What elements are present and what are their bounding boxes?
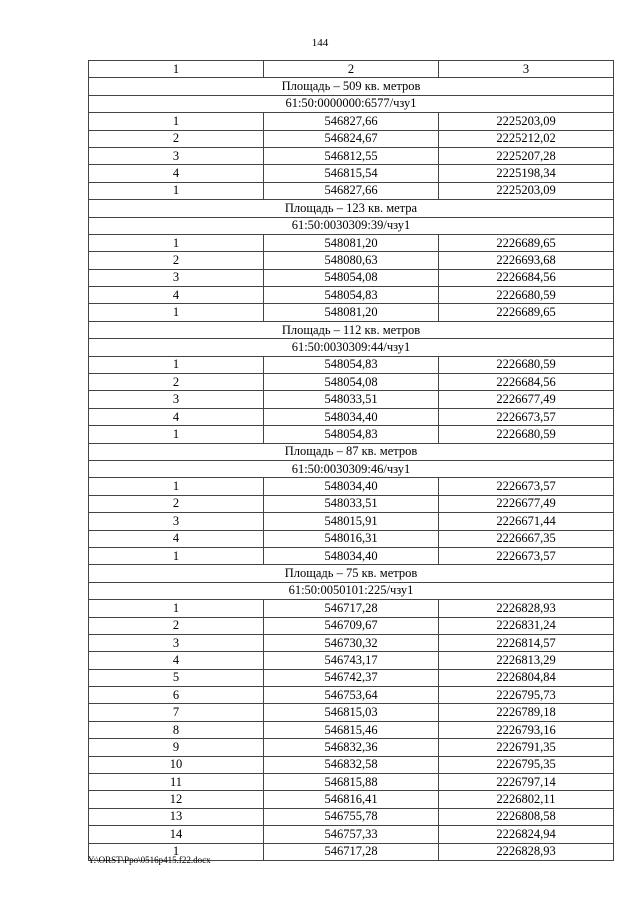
y-coordinate-cell: 2226673,57 <box>439 547 614 564</box>
section-area-row <box>89 565 614 582</box>
point-number-cell: 6 <box>89 687 264 704</box>
table-row <box>89 547 614 564</box>
section-area-label: Площадь – 509 кв. метров <box>89 78 614 95</box>
x-coordinate-cell: 546730,32 <box>264 634 439 651</box>
table-row <box>89 495 614 512</box>
y-coordinate-cell: 2225198,34 <box>439 165 614 182</box>
header-col-3: 3 <box>439 61 614 78</box>
table-header-row <box>89 61 614 78</box>
section-area-label: Площадь – 123 кв. метра <box>89 200 614 217</box>
y-coordinate-cell: 2226828,93 <box>439 600 614 617</box>
section-cadastral-number: 61:50:0000000:6577/чзу1 <box>89 95 614 112</box>
x-coordinate-cell: 546824,67 <box>264 130 439 147</box>
x-coordinate-cell: 546827,66 <box>264 113 439 130</box>
point-number-cell: 2 <box>89 374 264 391</box>
point-number-cell: 13 <box>89 808 264 825</box>
point-number-cell: 14 <box>89 826 264 843</box>
table-row <box>89 252 614 269</box>
table-row <box>89 234 614 251</box>
point-number-cell: 4 <box>89 287 264 304</box>
point-number-cell: 4 <box>89 165 264 182</box>
x-coordinate-cell: 546743,17 <box>264 652 439 669</box>
y-coordinate-cell: 2226793,16 <box>439 721 614 738</box>
point-number-cell: 4 <box>89 652 264 669</box>
table-row <box>89 408 614 425</box>
table-row <box>89 791 614 808</box>
section-area-label: Площадь – 75 кв. метров <box>89 565 614 582</box>
point-number-cell: 1 <box>89 356 264 373</box>
point-number-cell: 3 <box>89 269 264 286</box>
section-cadastral-number: 61:50:0050101:225/чзу1 <box>89 582 614 599</box>
y-coordinate-cell: 2226677,49 <box>439 391 614 408</box>
y-coordinate-cell: 2226677,49 <box>439 495 614 512</box>
section-cadastral-row <box>89 460 614 477</box>
x-coordinate-cell: 546753,64 <box>264 687 439 704</box>
y-coordinate-cell: 2226795,73 <box>439 687 614 704</box>
table-row <box>89 774 614 791</box>
y-coordinate-cell: 2226802,11 <box>439 791 614 808</box>
footer-file-path: Y:\ORST\Ppo\0516p415.f22.docx <box>88 855 211 865</box>
table-row <box>89 147 614 164</box>
y-coordinate-cell: 2226804,84 <box>439 669 614 686</box>
x-coordinate-cell: 548054,83 <box>264 426 439 443</box>
x-coordinate-cell: 546742,37 <box>264 669 439 686</box>
section-cadastral-number: 61:50:0030309:39/чзу1 <box>89 217 614 234</box>
x-coordinate-cell: 548034,40 <box>264 478 439 495</box>
table-row <box>89 391 614 408</box>
y-coordinate-cell: 2226671,44 <box>439 513 614 530</box>
section-cadastral-row <box>89 582 614 599</box>
section-area-row <box>89 200 614 217</box>
section-area-row <box>89 78 614 95</box>
header-col-2: 2 <box>264 61 439 78</box>
y-coordinate-cell: 2226680,59 <box>439 287 614 304</box>
section-area-label: Площадь – 112 кв. метров <box>89 321 614 338</box>
table-row <box>89 269 614 286</box>
table-row <box>89 687 614 704</box>
x-coordinate-cell: 546816,41 <box>264 791 439 808</box>
point-number-cell: 1 <box>89 426 264 443</box>
x-coordinate-cell: 548080,63 <box>264 252 439 269</box>
point-number-cell: 1 <box>89 182 264 199</box>
table-row <box>89 704 614 721</box>
table-row <box>89 739 614 756</box>
x-coordinate-cell: 546755,78 <box>264 808 439 825</box>
point-number-cell: 2 <box>89 617 264 634</box>
point-number-cell: 2 <box>89 495 264 512</box>
section-area-row <box>89 321 614 338</box>
table-row <box>89 182 614 199</box>
point-number-cell: 3 <box>89 634 264 651</box>
point-number-cell: 11 <box>89 774 264 791</box>
y-coordinate-cell: 2225203,09 <box>439 182 614 199</box>
coordinates-table <box>88 60 614 861</box>
section-area-row <box>89 443 614 460</box>
x-coordinate-cell: 546832,36 <box>264 739 439 756</box>
y-coordinate-cell: 2226684,56 <box>439 374 614 391</box>
point-number-cell: 1 <box>89 234 264 251</box>
table-row <box>89 513 614 530</box>
y-coordinate-cell: 2226791,35 <box>439 739 614 756</box>
x-coordinate-cell: 548054,83 <box>264 287 439 304</box>
y-coordinate-cell: 2226824,94 <box>439 826 614 843</box>
x-coordinate-cell: 546709,67 <box>264 617 439 634</box>
point-number-cell: 3 <box>89 513 264 530</box>
point-number-cell: 1 <box>89 843 264 860</box>
table-row <box>89 165 614 182</box>
point-number-cell: 8 <box>89 721 264 738</box>
point-number-cell: 7 <box>89 704 264 721</box>
y-coordinate-cell: 2226680,59 <box>439 356 614 373</box>
x-coordinate-cell: 546812,55 <box>264 147 439 164</box>
section-area-label: Площадь – 87 кв. метров <box>89 443 614 460</box>
y-coordinate-cell: 2226693,68 <box>439 252 614 269</box>
y-coordinate-cell: 2226808,58 <box>439 808 614 825</box>
table-row <box>89 721 614 738</box>
point-number-cell: 1 <box>89 304 264 321</box>
x-coordinate-cell: 546832,58 <box>264 756 439 773</box>
table-row <box>89 756 614 773</box>
y-coordinate-cell: 2226789,18 <box>439 704 614 721</box>
y-coordinate-cell: 2226797,14 <box>439 774 614 791</box>
point-number-cell: 1 <box>89 600 264 617</box>
y-coordinate-cell: 2226813,29 <box>439 652 614 669</box>
point-number-cell: 2 <box>89 252 264 269</box>
point-number-cell: 1 <box>89 547 264 564</box>
x-coordinate-cell: 548033,51 <box>264 391 439 408</box>
section-cadastral-number: 61:50:0030309:44/чзу1 <box>89 339 614 356</box>
table-row <box>89 130 614 147</box>
x-coordinate-cell: 548033,51 <box>264 495 439 512</box>
table-row <box>89 826 614 843</box>
y-coordinate-cell: 2226831,24 <box>439 617 614 634</box>
point-number-cell: 4 <box>89 530 264 547</box>
y-coordinate-cell: 2226795,35 <box>439 756 614 773</box>
x-coordinate-cell: 548016,31 <box>264 530 439 547</box>
point-number-cell: 4 <box>89 408 264 425</box>
x-coordinate-cell: 548015,91 <box>264 513 439 530</box>
y-coordinate-cell: 2226689,65 <box>439 304 614 321</box>
section-cadastral-row <box>89 217 614 234</box>
y-coordinate-cell: 2226667,35 <box>439 530 614 547</box>
y-coordinate-cell: 2226684,56 <box>439 269 614 286</box>
y-coordinate-cell: 2225203,09 <box>439 113 614 130</box>
y-coordinate-cell: 2225207,28 <box>439 147 614 164</box>
x-coordinate-cell: 548034,40 <box>264 547 439 564</box>
table-row <box>89 478 614 495</box>
point-number-cell: 2 <box>89 130 264 147</box>
table-row <box>89 600 614 617</box>
page-number: 144 <box>311 37 329 49</box>
y-coordinate-cell: 2225212,02 <box>439 130 614 147</box>
table-row <box>89 356 614 373</box>
coordinates-table-body <box>89 61 614 861</box>
point-number-cell: 5 <box>89 669 264 686</box>
x-coordinate-cell: 546717,28 <box>264 600 439 617</box>
point-number-cell: 1 <box>89 478 264 495</box>
point-number-cell: 1 <box>89 113 264 130</box>
table-row <box>89 304 614 321</box>
section-cadastral-row <box>89 339 614 356</box>
y-coordinate-cell: 2226673,57 <box>439 478 614 495</box>
table-row <box>89 669 614 686</box>
section-cadastral-row <box>89 95 614 112</box>
x-coordinate-cell: 546815,46 <box>264 721 439 738</box>
x-coordinate-cell: 548081,20 <box>264 234 439 251</box>
x-coordinate-cell: 548054,83 <box>264 356 439 373</box>
point-number-cell: 10 <box>89 756 264 773</box>
x-coordinate-cell: 548054,08 <box>264 269 439 286</box>
table-row <box>89 374 614 391</box>
x-coordinate-cell: 548081,20 <box>264 304 439 321</box>
table-row <box>89 287 614 304</box>
y-coordinate-cell: 2226673,57 <box>439 408 614 425</box>
x-coordinate-cell: 546757,33 <box>264 826 439 843</box>
table-row <box>89 634 614 651</box>
section-cadastral-number: 61:50:0030309:46/чзу1 <box>89 460 614 477</box>
point-number-cell: 3 <box>89 147 264 164</box>
x-coordinate-cell: 546815,54 <box>264 165 439 182</box>
x-coordinate-cell: 546815,88 <box>264 774 439 791</box>
point-number-cell: 12 <box>89 791 264 808</box>
x-coordinate-cell: 546815,03 <box>264 704 439 721</box>
table-row <box>89 113 614 130</box>
y-coordinate-cell: 2226828,93 <box>439 843 614 860</box>
y-coordinate-cell: 2226689,65 <box>439 234 614 251</box>
table-row <box>89 652 614 669</box>
x-coordinate-cell: 548054,08 <box>264 374 439 391</box>
table-row <box>89 808 614 825</box>
table-row <box>89 530 614 547</box>
y-coordinate-cell: 2226814,57 <box>439 634 614 651</box>
x-coordinate-cell: 546827,66 <box>264 182 439 199</box>
point-number-cell: 3 <box>89 391 264 408</box>
table-row <box>89 426 614 443</box>
x-coordinate-cell: 546717,28 <box>264 843 439 860</box>
point-number-cell: 9 <box>89 739 264 756</box>
x-coordinate-cell: 548034,40 <box>264 408 439 425</box>
header-col-1: 1 <box>89 61 264 78</box>
table-row <box>89 617 614 634</box>
y-coordinate-cell: 2226680,59 <box>439 426 614 443</box>
